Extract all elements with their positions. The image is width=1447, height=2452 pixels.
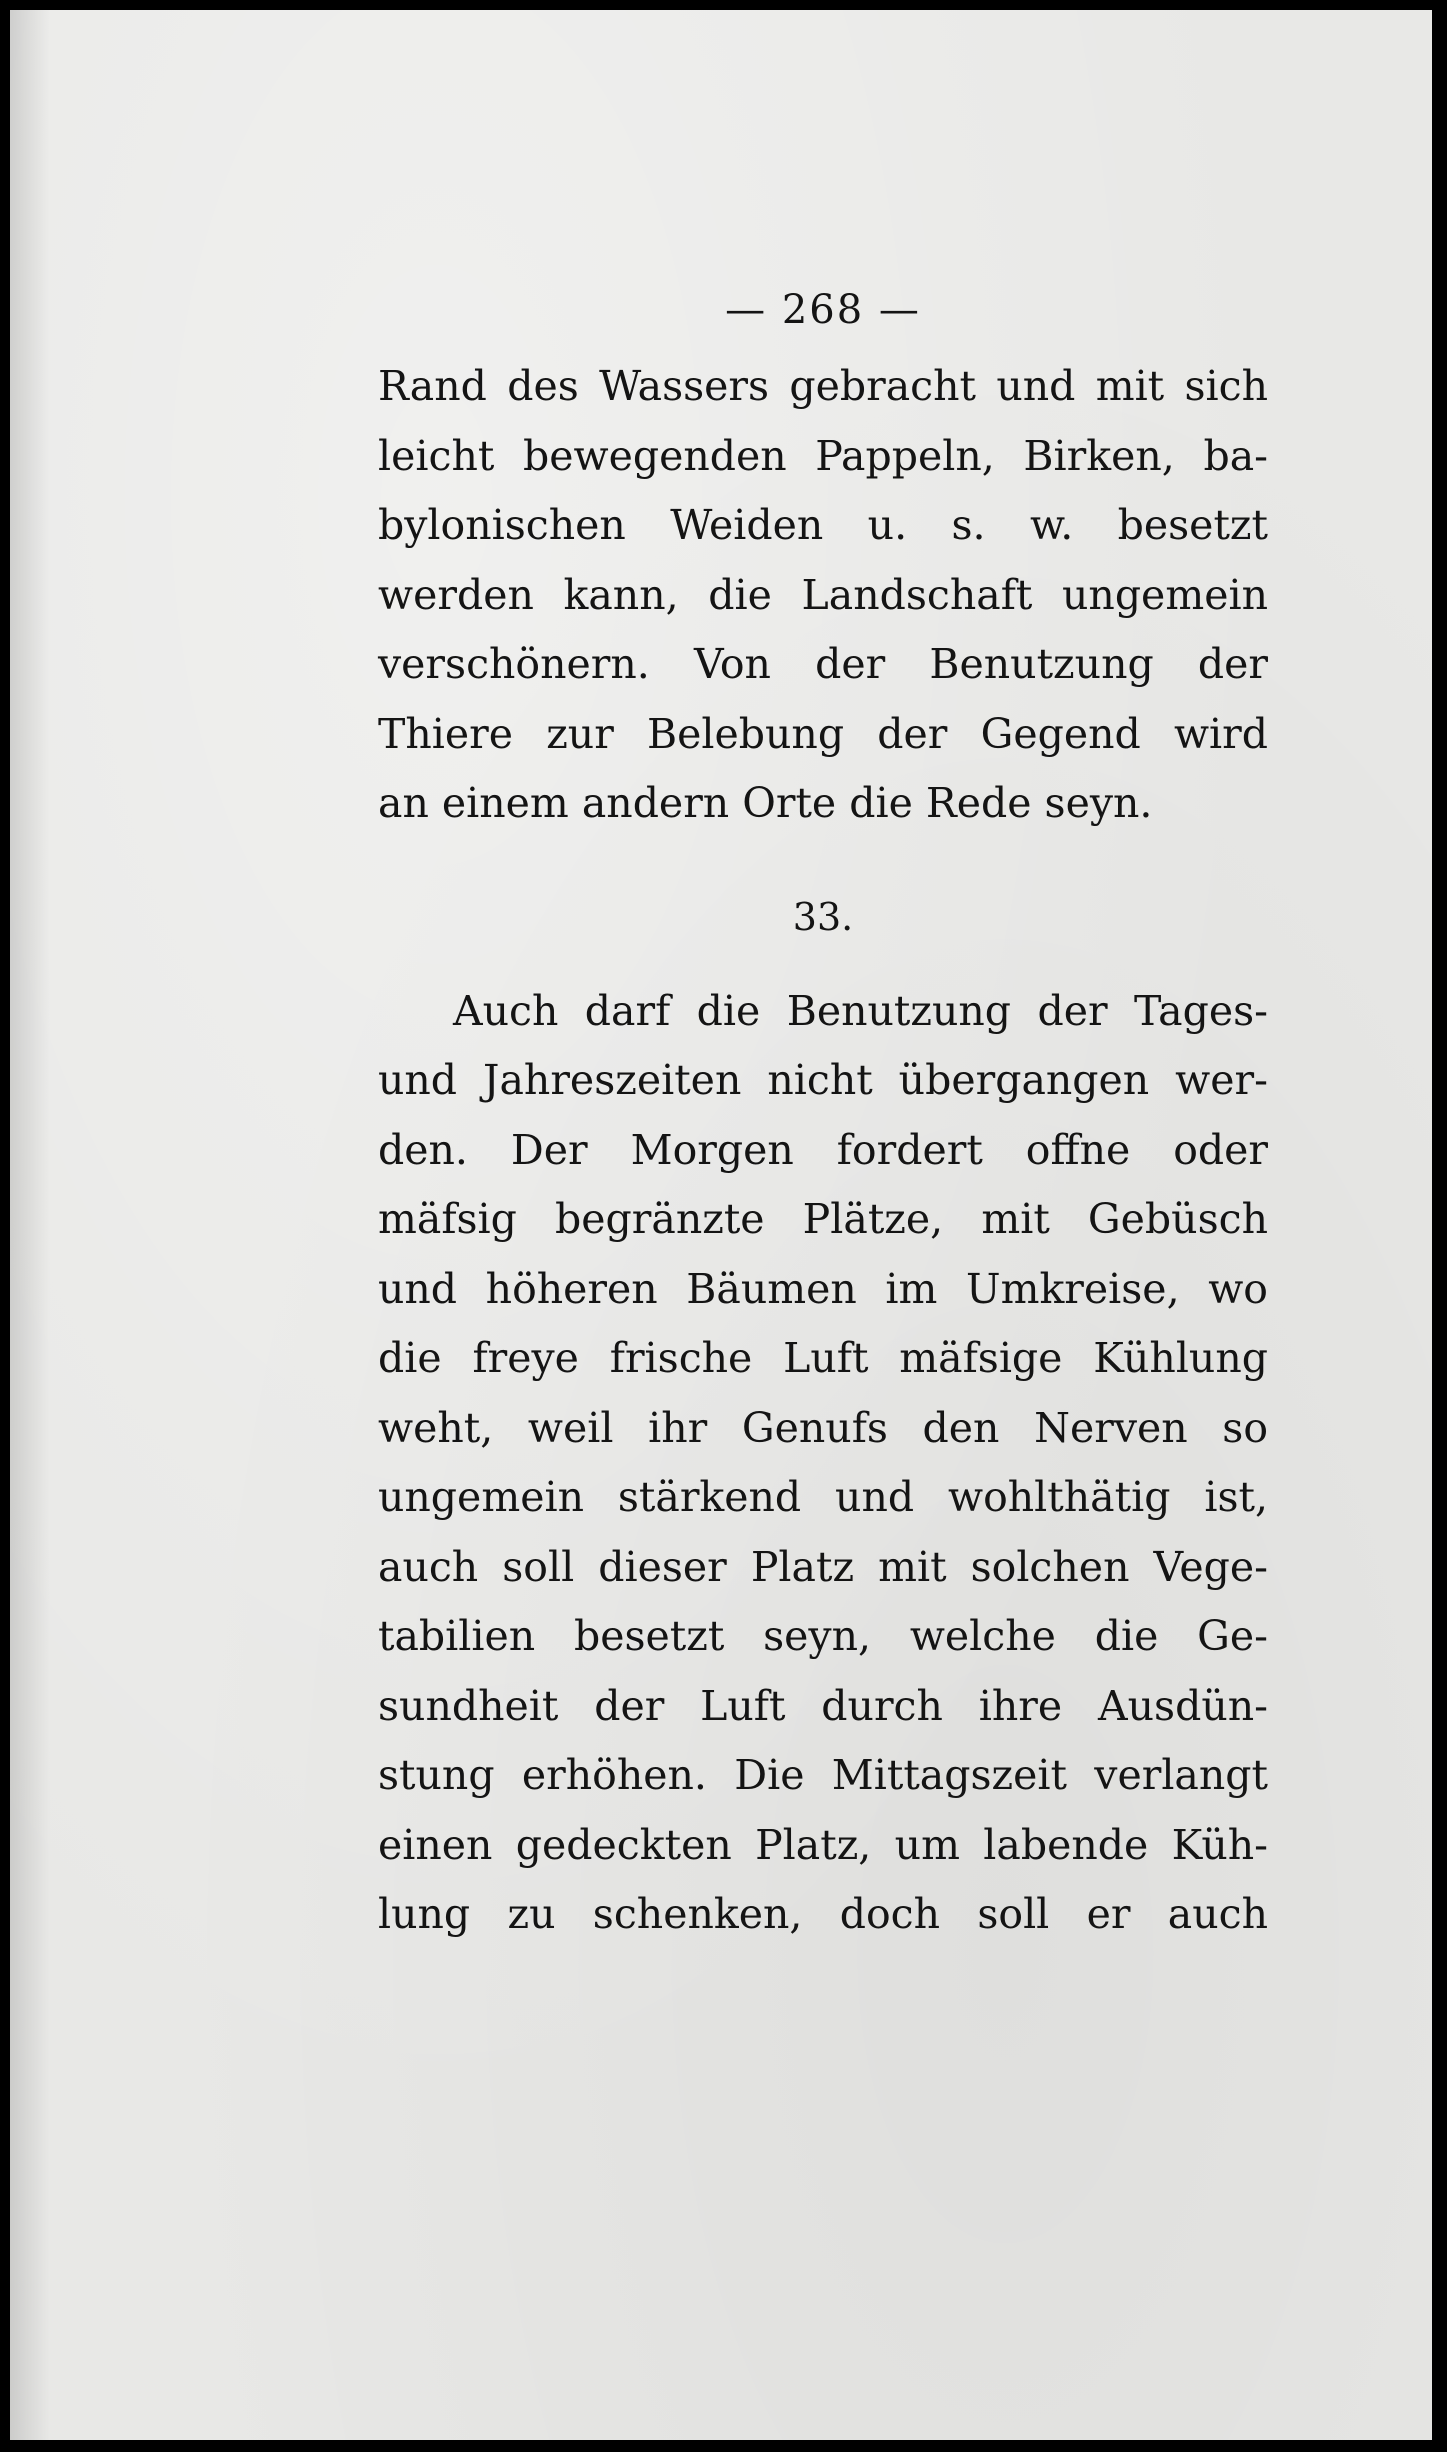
- text-line: verschönern. Von der Benutzung der: [378, 640, 1268, 688]
- text-line: weht, weil ihr Genufs den Nerven so: [378, 1403, 1268, 1452]
- gutter-shadow: [10, 10, 50, 2440]
- text-line: Thiere zur Belebung der Gegend wird: [378, 709, 1268, 758]
- text-line: stung erhöhen. Die Mittagszeit verlangt: [378, 1751, 1268, 1799]
- section-number: 33.: [792, 894, 854, 939]
- text-line: Rand des Wassers gebracht und mit sich: [378, 362, 1268, 410]
- paragraph-2: [378, 977, 1268, 1950]
- text-line: auch soll dieser Platz mit solchen Vege-: [378, 1542, 1268, 1591]
- text-line: lung zu schenken, doch soll er auch: [378, 1890, 1268, 1938]
- page-number-header: — 268 —: [725, 287, 921, 333]
- text-line: Auch darf die Benutzung der Tages-: [453, 986, 1268, 1035]
- text-line: einen gedeckten Platz, um labende Küh-: [378, 1820, 1268, 1869]
- text-line: bylonischen Weiden u. s. w. besetzt: [378, 501, 1268, 549]
- text-line: ungemein stärkend und wohlthätig ist,: [378, 1473, 1268, 1521]
- book-page: [10, 10, 1432, 2440]
- text-line: mäfsig begränzte Plätze, mit Gebüsch: [378, 1195, 1268, 1243]
- text-line: an einem andern Orte die Rede seyn.: [378, 779, 1153, 827]
- text-block: [378, 280, 1268, 1950]
- text-line: werden kann, die Landschaft ungemein: [378, 570, 1268, 619]
- text-line: sundheit der Luft durch ihre Ausdün-: [378, 1681, 1268, 1730]
- text-line: die freye frische Luft mäfsige Kühlung: [378, 1334, 1268, 1382]
- text-line: und höheren Bäumen im Umkreise, wo: [378, 1264, 1268, 1313]
- text-line: leicht bewegenden Pappeln, Birken, ba-: [378, 431, 1268, 480]
- text-line: und Jahreszeiten nicht übergangen wer-: [378, 1056, 1268, 1104]
- text-line: den. Der Morgen fordert offne oder: [378, 1125, 1268, 1174]
- paragraph-1: [378, 352, 1268, 839]
- text-line: tabilien besetzt seyn, welche die Ge-: [378, 1612, 1268, 1660]
